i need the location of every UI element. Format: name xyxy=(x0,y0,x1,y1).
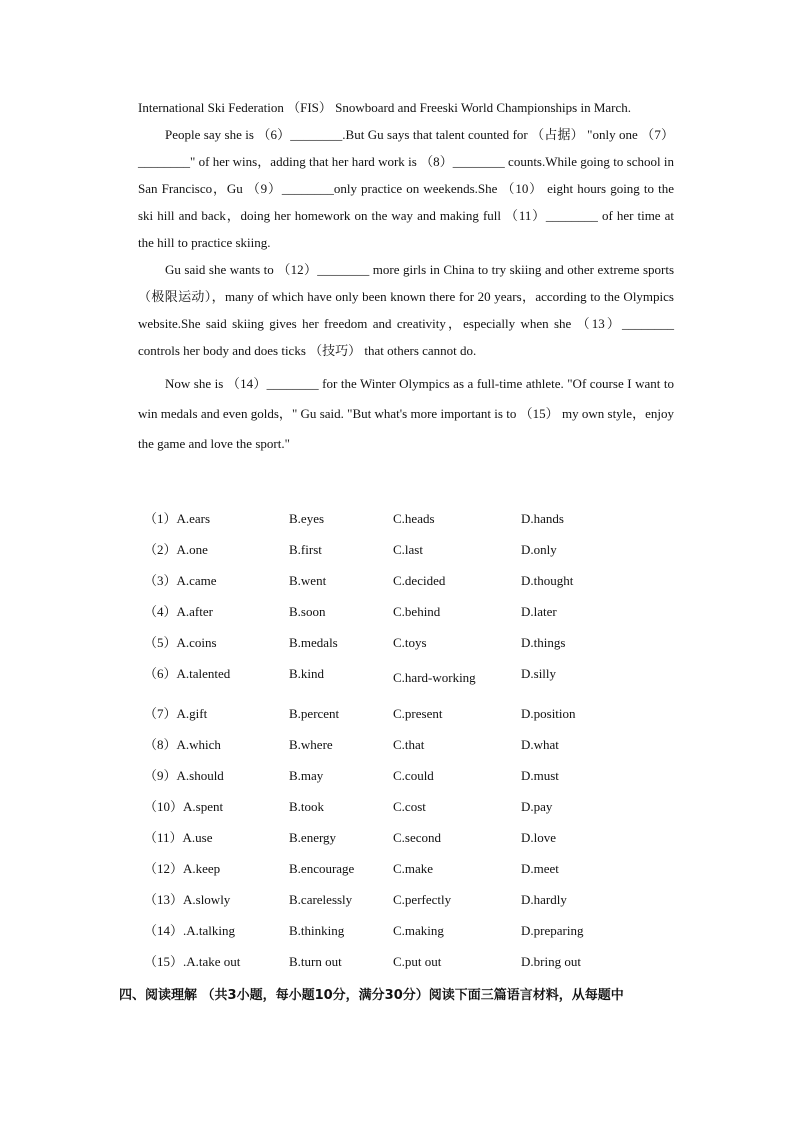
option-b: B.first xyxy=(289,542,322,557)
option-c: C.making xyxy=(393,923,444,938)
option-b: B.eyes xyxy=(289,511,325,526)
option-row xyxy=(144,537,664,568)
option-a: （15）.A.take out xyxy=(144,954,241,969)
option-c: C.toys xyxy=(393,635,427,650)
option-b: B.may xyxy=(289,768,324,783)
option-b: B.soon xyxy=(289,604,326,619)
option-d: D.meet xyxy=(521,861,559,876)
option-row xyxy=(144,887,664,918)
option-b: B.percent xyxy=(289,706,340,721)
passage-paragraph: International Ski Federation （FIS） Snowboard and Freeski World Championships in March. xyxy=(138,100,632,115)
option-c: C.second xyxy=(393,830,442,845)
option-c: C.last xyxy=(393,542,423,557)
option-row xyxy=(144,732,664,763)
option-d: D.only xyxy=(521,542,557,557)
option-a: （2）A.one xyxy=(144,542,208,557)
option-a: （12）A.keep xyxy=(144,861,221,876)
option-row xyxy=(144,506,664,537)
option-b: B.energy xyxy=(289,830,337,845)
option-b: B.carelessly xyxy=(289,892,353,907)
option-row xyxy=(144,630,664,661)
option-d: D.hardly xyxy=(521,892,567,907)
option-d: D.later xyxy=(521,604,557,619)
option-d: D.bring out xyxy=(521,954,581,969)
option-c: C.perfectly xyxy=(393,892,452,907)
answer-options-table xyxy=(144,506,664,980)
option-row xyxy=(144,763,664,794)
option-row xyxy=(144,949,664,980)
option-a: （1）A.ears xyxy=(144,511,211,526)
option-a: （8）A.which xyxy=(144,737,221,752)
option-row xyxy=(144,661,664,701)
option-a: （6）A.talented xyxy=(144,666,231,681)
option-c: C.could xyxy=(393,768,434,783)
option-d: D.what xyxy=(521,737,559,752)
option-d: D.position xyxy=(521,706,576,721)
reading-passage xyxy=(138,94,674,459)
passage-paragraph: Gu said she wants to （12）________ more girls in China to try skiing and other extreme sports （极限运动），many of which have only been known there for 20 years，according to the Olympics website.She said skiing gives her freedom and creativity，especially when she （13）________ controls her body and does ticks （技巧） that others cannot do. xyxy=(138,262,674,358)
option-b: B.encourage xyxy=(289,861,355,876)
option-b: B.medals xyxy=(289,635,338,650)
option-a: （7）A.gift xyxy=(144,706,208,721)
passage-paragraph: People say she is （6）________.But Gu says that talent counted for （占据） "only one （7）________" of her wins，adding that her hard work is （8）________ counts.While going to school in San Francisco，Gu （9）________only practice on weekends.She （10） eight hours going to the ski hill and back，doing her homework on the way and making full （11）________ of her time at the hill to practice skiing. xyxy=(138,127,674,250)
option-b: B.where xyxy=(289,737,333,752)
option-d: D.pay xyxy=(521,799,553,814)
option-d: D.love xyxy=(521,830,557,845)
passage-paragraph: Now she is （14）________ for the Winter Olympics as a full-time athlete. "Of course I want to win medals and even golds，" Gu said. "But what's more important is to （15） my own style，enjoy the game and love the sport." xyxy=(138,376,674,451)
option-a: （5）A.coins xyxy=(144,635,217,650)
option-c: C.present xyxy=(393,706,443,721)
option-a: （14）.A.talking xyxy=(144,923,235,938)
option-c: C.put out xyxy=(393,954,442,969)
option-d: D.preparing xyxy=(521,923,584,938)
option-d: D.must xyxy=(521,768,559,783)
option-a: （9）A.should xyxy=(144,768,224,783)
option-a: （13）A.slowly xyxy=(144,892,231,907)
option-d: D.things xyxy=(521,635,566,650)
option-row xyxy=(144,599,664,630)
option-row xyxy=(144,825,664,856)
option-d: D.thought xyxy=(521,573,574,588)
option-b: B.went xyxy=(289,573,327,588)
option-c: C.decided xyxy=(393,573,446,588)
option-b: B.took xyxy=(289,799,325,814)
option-d: D.hands xyxy=(521,511,564,526)
option-c: C.heads xyxy=(393,511,435,526)
option-c: C.cost xyxy=(393,799,426,814)
option-c: C.behind xyxy=(393,604,441,619)
option-c: C.hard-working xyxy=(393,670,476,685)
option-row xyxy=(144,568,664,599)
option-d: D.silly xyxy=(521,666,557,681)
option-row xyxy=(144,856,664,887)
option-a: （10）A.spent xyxy=(144,799,224,814)
option-b: B.kind xyxy=(289,666,325,681)
section-heading: 四、阅读理解 （共3小题，每小题10分，满分30分）阅读下面三篇语言材料，从每题中 xyxy=(119,988,624,1003)
option-row xyxy=(144,701,664,732)
option-row xyxy=(144,918,664,949)
option-row xyxy=(144,794,664,825)
option-a: （11）A.use xyxy=(144,830,213,845)
option-a: （4）A.after xyxy=(144,604,213,619)
option-b: B.thinking xyxy=(289,923,345,938)
option-c: C.make xyxy=(393,861,434,876)
option-b: B.turn out xyxy=(289,954,342,969)
option-c: C.that xyxy=(393,737,425,752)
option-a: （3）A.came xyxy=(144,573,217,588)
